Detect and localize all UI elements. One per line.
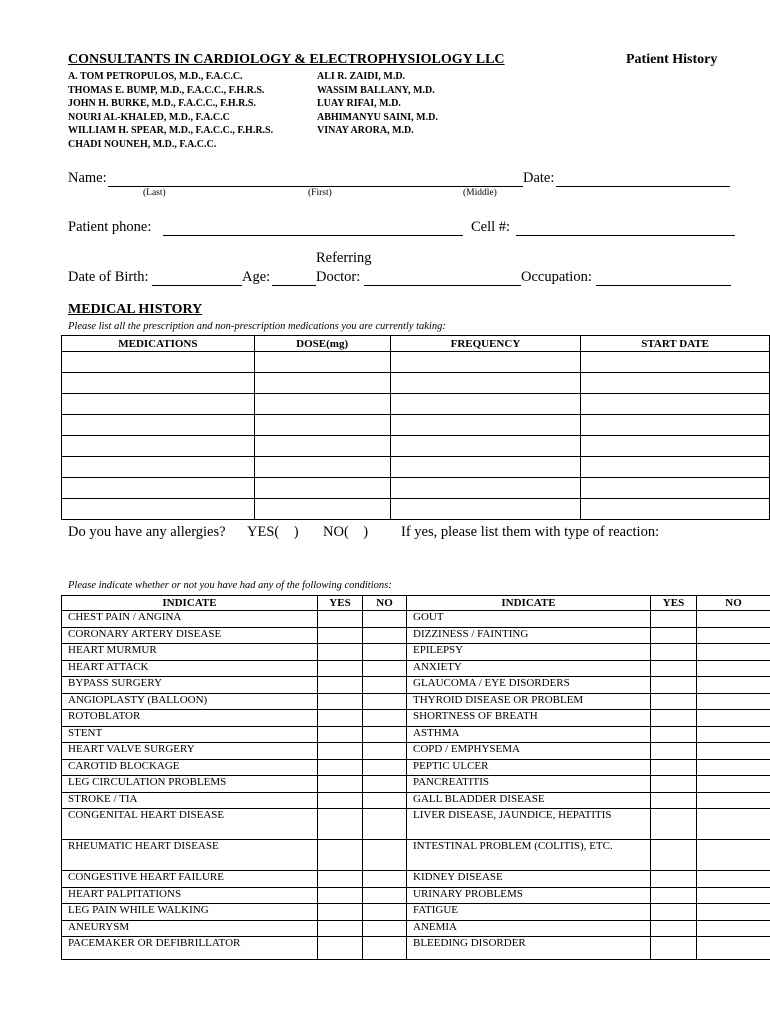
condition-label: BYPASS SURGERY: [62, 677, 318, 694]
frequency-cell[interactable]: [390, 352, 581, 373]
column-header: INDICATE: [407, 596, 651, 611]
start-date-cell[interactable]: [581, 478, 770, 499]
yes-checkbox[interactable]: [318, 644, 363, 661]
condition-label: EPILEPSY: [407, 644, 651, 661]
yes-checkbox[interactable]: [318, 776, 363, 793]
column-header: YES: [651, 596, 697, 611]
medication-row: [62, 373, 770, 394]
medication-cell[interactable]: [62, 394, 255, 415]
no-checkbox[interactable]: [363, 759, 407, 776]
no-checkbox[interactable]: [363, 611, 407, 628]
condition-row: [62, 937, 770, 960]
start-date-cell[interactable]: [581, 457, 770, 478]
condition-label: FATIGUE: [407, 904, 651, 921]
medications-header-row: [62, 336, 770, 352]
yes-checkbox[interactable]: [318, 904, 363, 921]
condition-label: STENT: [62, 726, 318, 743]
yes-checkbox[interactable]: [651, 611, 697, 628]
condition-label: ASTHMA: [407, 726, 651, 743]
conditions-instruction: Please indicate whether or not you have had any of the following conditions:: [68, 580, 392, 591]
doctor-name: VINAY ARORA, M.D.: [317, 125, 414, 137]
yes-checkbox[interactable]: [318, 937, 363, 960]
medication-cell[interactable]: [62, 436, 255, 457]
condition-row: [62, 920, 770, 937]
occupation-label: Occupation:: [521, 269, 592, 285]
age-label: Age:: [242, 269, 271, 285]
doctor-name: A. TOM PETROPULOS, M.D., F.A.C.C.: [68, 71, 243, 82]
condition-label: STROKE / TIA: [62, 792, 318, 809]
yes-checkbox[interactable]: [651, 710, 697, 727]
yes-checkbox[interactable]: [318, 710, 363, 727]
frequency-cell[interactable]: [390, 373, 581, 394]
dose-cell[interactable]: [254, 436, 390, 457]
last-name-caption: (Last): [143, 188, 166, 198]
medication-cell[interactable]: [62, 373, 255, 394]
no-checkbox[interactable]: [363, 710, 407, 727]
frequency-cell[interactable]: [390, 415, 581, 436]
doctor-name: CHADI NOUNEH, M.D., F.A.C.C.: [68, 138, 217, 150]
no-checkbox[interactable]: [363, 920, 407, 937]
allergies-question: Do you have any allergies?: [68, 524, 226, 540]
no-checkbox[interactable]: [697, 840, 770, 871]
start-date-cell[interactable]: [581, 394, 770, 415]
medication-cell[interactable]: [62, 478, 255, 499]
yes-checkbox[interactable]: [651, 677, 697, 694]
frequency-cell[interactable]: [390, 436, 581, 457]
allergies-yes-option[interactable]: YES( ): [247, 524, 299, 540]
name-label: Name:: [68, 170, 107, 186]
column-header: DOSE(mg): [254, 336, 390, 352]
no-checkbox[interactable]: [697, 887, 770, 904]
medication-cell[interactable]: [62, 499, 255, 520]
doctor-name: LUAY RIFAI, M.D.: [317, 98, 401, 110]
referring-doctor-field[interactable]: [364, 285, 521, 286]
condition-label: PANCREATITIS: [407, 776, 651, 793]
condition-row: [62, 887, 770, 904]
condition-label: INTESTINAL PROBLEM (COLITIS), ETC.: [407, 840, 651, 871]
no-checkbox[interactable]: [697, 809, 770, 840]
doctor-name: ALI R. ZAIDI, M.D.: [317, 71, 406, 82]
yes-checkbox[interactable]: [318, 743, 363, 760]
yes-checkbox[interactable]: [318, 920, 363, 937]
doctor-name: THOMAS E. BUMP, M.D., F.A.C.C., F.H.R.S.: [68, 84, 265, 96]
allergies-followup: If yes, please list them with type of reaction:: [401, 524, 660, 540]
yes-checkbox[interactable]: [318, 726, 363, 743]
no-checkbox[interactable]: [697, 627, 770, 644]
condition-label: ANEURYSM: [62, 920, 318, 937]
occupation-field[interactable]: [596, 285, 731, 286]
condition-label: LEG PAIN WHILE WALKING: [62, 904, 318, 921]
dose-cell[interactable]: [254, 352, 390, 373]
no-checkbox[interactable]: [363, 809, 407, 840]
condition-row: [62, 776, 770, 793]
yes-checkbox[interactable]: [651, 887, 697, 904]
dose-cell[interactable]: [254, 415, 390, 436]
no-checkbox[interactable]: [697, 710, 770, 727]
yes-checkbox[interactable]: [651, 792, 697, 809]
no-checkbox[interactable]: [697, 611, 770, 628]
condition-label: GLAUCOMA / EYE DISORDERS: [407, 677, 651, 694]
document-title: Patient History: [626, 52, 718, 67]
condition-label: CORONARY ARTERY DISEASE: [62, 627, 318, 644]
condition-label: HEART PALPITATIONS: [62, 887, 318, 904]
doctor-name: JOHN H. BURKE, M.D., F.A.C.C., F.H.R.S.: [68, 98, 256, 110]
medication-row: [62, 478, 770, 499]
yes-checkbox[interactable]: [651, 776, 697, 793]
yes-checkbox[interactable]: [651, 644, 697, 661]
no-checkbox[interactable]: [363, 693, 407, 710]
no-checkbox[interactable]: [363, 840, 407, 871]
no-checkbox[interactable]: [363, 660, 407, 677]
condition-row: [62, 644, 770, 661]
condition-label: HEART ATTACK: [62, 660, 318, 677]
condition-label: PACEMAKER OR DEFIBRILLATOR: [62, 937, 318, 960]
condition-label: KIDNEY DISEASE: [407, 871, 651, 888]
doctor-name: ABHIMANYU SAINI, M.D.: [317, 111, 438, 123]
yes-checkbox[interactable]: [318, 759, 363, 776]
no-checkbox[interactable]: [697, 937, 770, 960]
frequency-cell[interactable]: [390, 457, 581, 478]
yes-checkbox[interactable]: [651, 743, 697, 760]
condition-label: SHORTNESS OF BREATH: [407, 710, 651, 727]
condition-label: HEART VALVE SURGERY: [62, 743, 318, 760]
no-checkbox[interactable]: [697, 871, 770, 888]
no-checkbox[interactable]: [697, 660, 770, 677]
start-date-cell[interactable]: [581, 415, 770, 436]
no-checkbox[interactable]: [697, 904, 770, 921]
condition-label: RHEUMATIC HEART DISEASE: [62, 840, 318, 871]
cell-label: Cell #:: [471, 219, 511, 235]
medication-row: [62, 457, 770, 478]
no-checkbox[interactable]: [363, 726, 407, 743]
no-checkbox[interactable]: [697, 776, 770, 793]
condition-row: [62, 840, 770, 871]
yes-checkbox[interactable]: [318, 627, 363, 644]
yes-checkbox[interactable]: [651, 937, 697, 960]
column-header: YES: [318, 596, 363, 611]
middle-name-caption: (Middle): [463, 188, 497, 198]
condition-label: HEART MURMUR: [62, 644, 318, 661]
condition-row: [62, 660, 770, 677]
cell-field[interactable]: [516, 235, 735, 236]
no-checkbox[interactable]: [363, 792, 407, 809]
date-field[interactable]: [556, 186, 730, 187]
no-checkbox[interactable]: [697, 920, 770, 937]
condition-label: ANEMIA: [407, 920, 651, 937]
dose-cell[interactable]: [254, 499, 390, 520]
condition-row: [62, 904, 770, 921]
no-checkbox[interactable]: [363, 871, 407, 888]
no-checkbox[interactable]: [697, 759, 770, 776]
no-checkbox[interactable]: [363, 677, 407, 694]
start-date-cell[interactable]: [581, 373, 770, 394]
no-checkbox[interactable]: [697, 644, 770, 661]
no-checkbox[interactable]: [697, 743, 770, 760]
no-checkbox[interactable]: [363, 743, 407, 760]
doctor-name: WASSIM BALLANY, M.D.: [317, 84, 435, 96]
condition-row: [62, 792, 770, 809]
yes-checkbox[interactable]: [318, 792, 363, 809]
start-date-cell[interactable]: [581, 436, 770, 457]
no-checkbox[interactable]: [697, 677, 770, 694]
condition-label: CAROTID BLOCKAGE: [62, 759, 318, 776]
no-checkbox[interactable]: [697, 693, 770, 710]
dose-cell[interactable]: [254, 373, 390, 394]
condition-label: BLEEDING DISORDER: [407, 937, 651, 960]
referring-label: Referring: [316, 250, 372, 266]
start-date-cell[interactable]: [581, 352, 770, 373]
yes-checkbox[interactable]: [318, 871, 363, 888]
doctor-list-left: [68, 70, 273, 152]
condition-label: LEG CIRCULATION PROBLEMS: [62, 776, 318, 793]
dose-cell[interactable]: [254, 478, 390, 499]
medication-row: [62, 499, 770, 520]
condition-row: [62, 726, 770, 743]
yes-checkbox[interactable]: [651, 660, 697, 677]
condition-label: DIZZINESS / FAINTING: [407, 627, 651, 644]
doctor-name: NOURI AL-KHALED, M.D., F.A.C.C: [68, 111, 230, 123]
yes-checkbox[interactable]: [651, 759, 697, 776]
no-checkbox[interactable]: [363, 887, 407, 904]
condition-row: [62, 677, 770, 694]
condition-label: CHEST PAIN / ANGINA: [62, 611, 318, 628]
frequency-cell[interactable]: [390, 478, 581, 499]
yes-checkbox[interactable]: [318, 887, 363, 904]
medication-row: [62, 394, 770, 415]
doctor-name: WILLIAM H. SPEAR, M.D., F.A.C.C., F.H.R.S.: [68, 125, 274, 137]
medication-row: [62, 415, 770, 436]
condition-label: CONGENITAL HEART DISEASE: [62, 809, 318, 840]
yes-checkbox[interactable]: [651, 693, 697, 710]
column-header: INDICATE: [62, 596, 318, 611]
no-checkbox[interactable]: [363, 904, 407, 921]
yes-checkbox[interactable]: [318, 840, 363, 871]
yes-checkbox[interactable]: [651, 920, 697, 937]
start-date-cell[interactable]: [581, 499, 770, 520]
doctor-list-right: [317, 70, 438, 138]
conditions-table: [61, 595, 770, 960]
medication-cell[interactable]: [62, 352, 255, 373]
medical-history-heading: MEDICAL HISTORY: [68, 302, 203, 317]
condition-row: [62, 759, 770, 776]
condition-label: ROTOBLATOR: [62, 710, 318, 727]
yes-checkbox[interactable]: [651, 809, 697, 840]
no-checkbox[interactable]: [363, 627, 407, 644]
condition-row: [62, 627, 770, 644]
referring-doctor-label: Doctor:: [316, 269, 361, 285]
yes-checkbox[interactable]: [318, 809, 363, 840]
medication-row: [62, 352, 770, 373]
condition-label: ANGIOPLASTY (BALLOON): [62, 693, 318, 710]
condition-label: ANXIETY: [407, 660, 651, 677]
condition-label: PEPTIC ULCER: [407, 759, 651, 776]
column-header: NO: [697, 596, 770, 611]
yes-checkbox[interactable]: [318, 677, 363, 694]
conditions-header-row: [62, 596, 770, 611]
date-label: Date:: [523, 170, 555, 186]
dose-cell[interactable]: [254, 394, 390, 415]
yes-checkbox[interactable]: [318, 693, 363, 710]
yes-checkbox[interactable]: [651, 840, 697, 871]
patient-phone-field[interactable]: [163, 235, 463, 236]
dose-cell[interactable]: [254, 457, 390, 478]
first-name-caption: (First): [308, 188, 332, 198]
dob-field[interactable]: [152, 285, 242, 286]
condition-row: [62, 743, 770, 760]
condition-label: GOUT: [407, 611, 651, 628]
medications-table: [61, 335, 770, 520]
frequency-cell[interactable]: [390, 394, 581, 415]
condition-row: [62, 693, 770, 710]
yes-checkbox[interactable]: [651, 904, 697, 921]
yes-checkbox[interactable]: [318, 660, 363, 677]
no-checkbox[interactable]: [697, 792, 770, 809]
condition-label: URINARY PROBLEMS: [407, 887, 651, 904]
condition-row: [62, 871, 770, 888]
condition-label: CONGESTIVE HEART FAILURE: [62, 871, 318, 888]
column-header: START DATE: [581, 336, 770, 352]
no-checkbox[interactable]: [363, 937, 407, 960]
condition-row: [62, 809, 770, 840]
yes-checkbox[interactable]: [651, 871, 697, 888]
dob-label: Date of Birth:: [68, 269, 149, 285]
patient-phone-label: Patient phone:: [68, 219, 152, 235]
condition-label: COPD / EMPHYSEMA: [407, 743, 651, 760]
practice-name: CONSULTANTS IN CARDIOLOGY & ELECTROPHYSIOLOGY LLC: [68, 52, 505, 67]
medications-instruction: Please list all the prescription and non-prescription medications you are currently taking:: [68, 321, 446, 332]
yes-checkbox[interactable]: [318, 611, 363, 628]
condition-row: [62, 611, 770, 628]
yes-checkbox[interactable]: [651, 627, 697, 644]
medication-cell[interactable]: [62, 415, 255, 436]
name-field[interactable]: [108, 186, 523, 187]
medication-row: [62, 436, 770, 457]
allergies-no-option[interactable]: NO( ): [323, 524, 369, 540]
column-header: FREQUENCY: [390, 336, 581, 352]
condition-label: THYROID DISEASE OR PROBLEM: [407, 693, 651, 710]
column-header: NO: [363, 596, 407, 611]
condition-label: LIVER DISEASE, JAUNDICE, HEPATITIS: [407, 809, 651, 840]
yes-checkbox[interactable]: [651, 726, 697, 743]
no-checkbox[interactable]: [697, 726, 770, 743]
no-checkbox[interactable]: [363, 644, 407, 661]
frequency-cell[interactable]: [390, 499, 581, 520]
medication-cell[interactable]: [62, 457, 255, 478]
column-header: MEDICATIONS: [62, 336, 255, 352]
no-checkbox[interactable]: [363, 776, 407, 793]
condition-label: GALL BLADDER DISEASE: [407, 792, 651, 809]
condition-row: [62, 710, 770, 727]
age-field[interactable]: [272, 285, 316, 286]
